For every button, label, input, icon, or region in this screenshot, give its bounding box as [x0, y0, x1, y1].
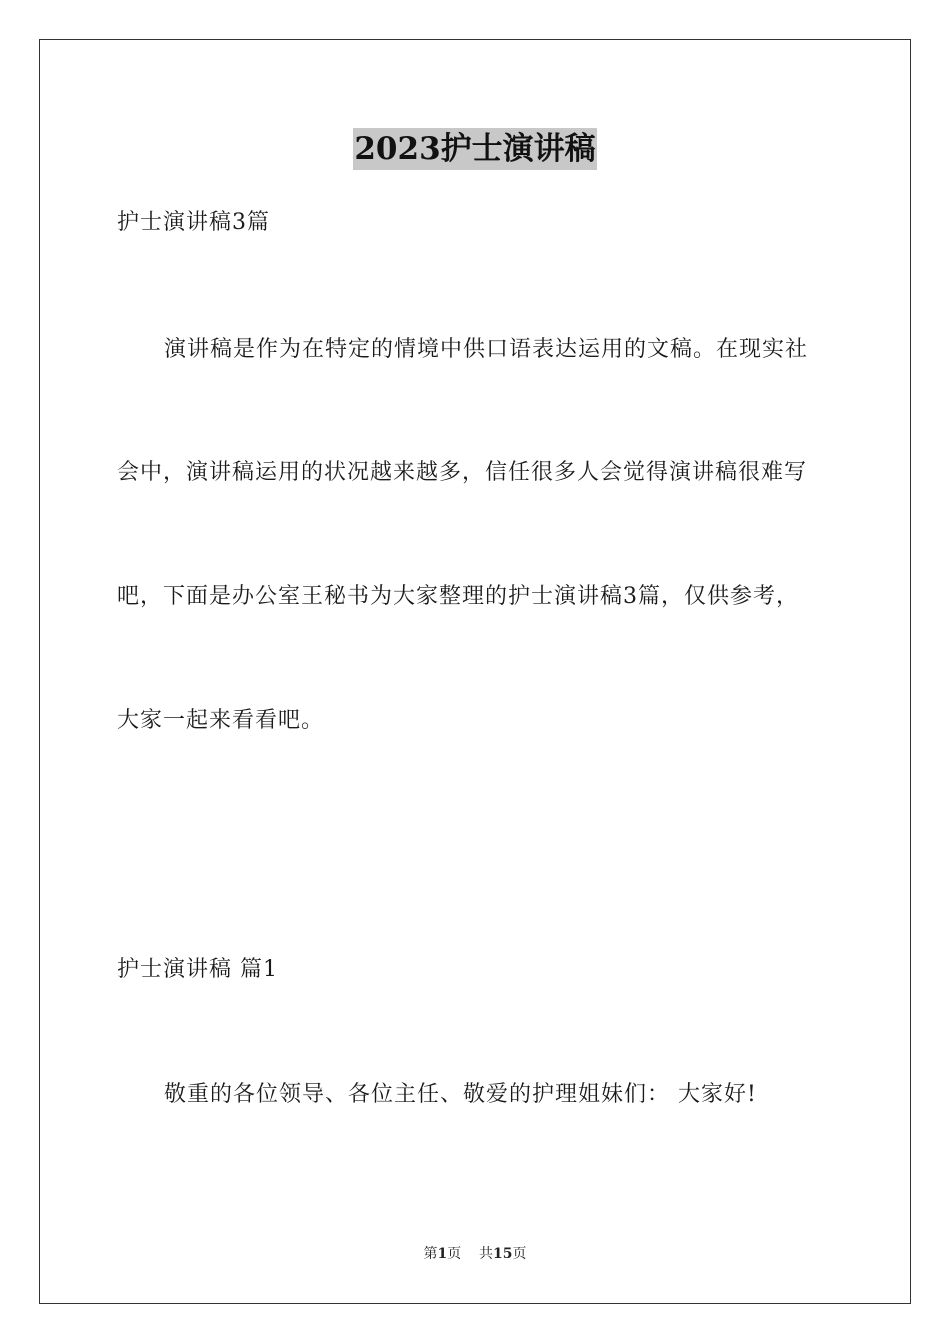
page-footer — [0, 1244, 950, 1264]
intro-line-2: 会中，演讲稿运用的状况越来越多，信任很多人会觉得演讲稿很难写 — [117, 460, 808, 485]
intro-line-4: 大家一起来看看吧。 — [117, 708, 325, 733]
footer-prefix: 第 — [423, 1246, 438, 1262]
document-title: 2023护士演讲稿 — [353, 128, 596, 170]
intro-line-3: 吧，下面是办公室王秘书为大家整理的护士演讲稿3篇，仅供参考， — [117, 584, 799, 609]
intro-line-1: 演讲稿是作为在特定的情境中供口语表达运用的文稿。在现实社 — [164, 337, 809, 362]
footer-total-prefix: 共 — [479, 1246, 494, 1262]
footer-total-unit: 页 — [512, 1246, 527, 1262]
document-subtitle: 护士演讲稿3篇 — [117, 210, 270, 235]
footer-page-number: 1 — [437, 1246, 448, 1262]
greeting-line: 敬重的各位领导、各位主任、敬爱的护理姐妹们： 大家好! — [164, 1082, 757, 1107]
section-heading: 护士演讲稿 篇1 — [117, 957, 278, 982]
footer-page-unit: 页 — [447, 1246, 462, 1262]
footer-total-pages: 15 — [493, 1246, 513, 1262]
title-container — [0, 128, 950, 170]
